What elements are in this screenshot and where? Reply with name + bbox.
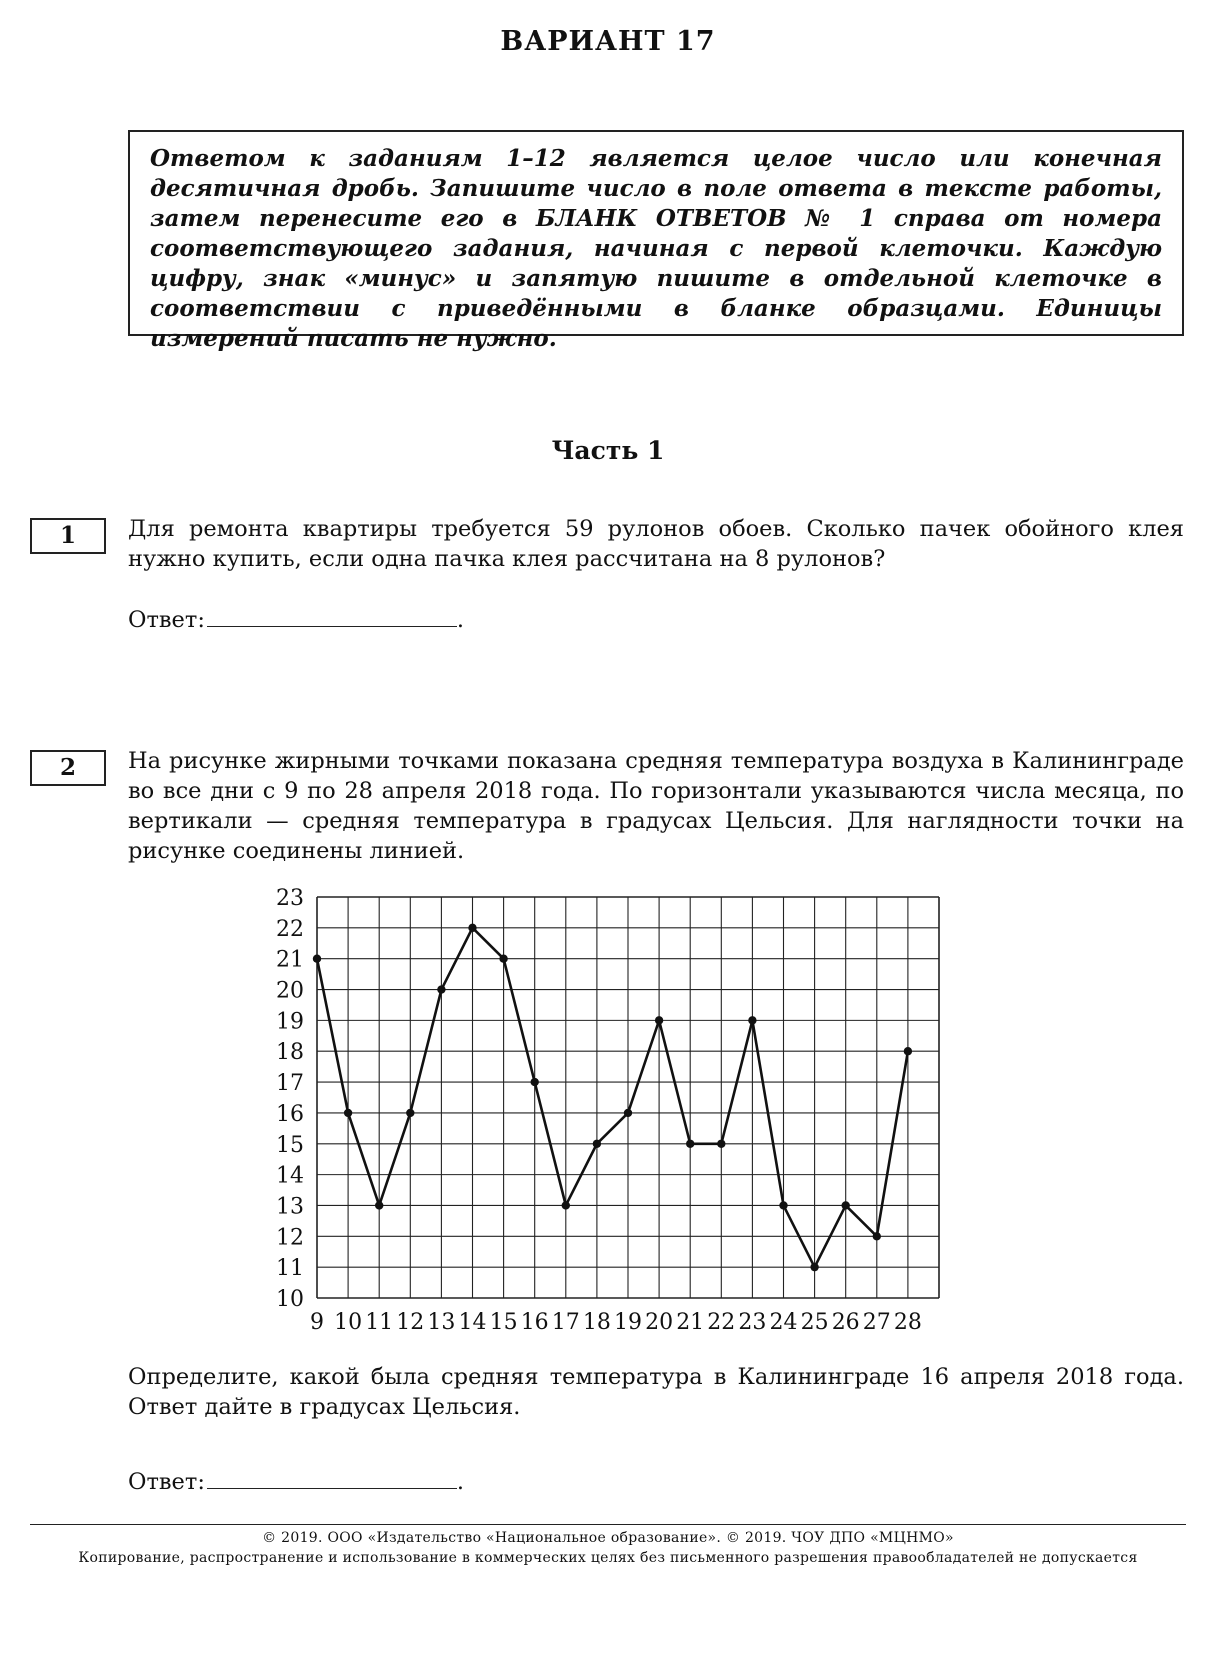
part-title: Часть 1: [551, 436, 665, 465]
temperature-series: [313, 924, 912, 1272]
y-tick-label: 15: [276, 1132, 304, 1158]
data-point: [779, 1201, 787, 1209]
instructions-box: Ответом к заданиям 1–12 является целое число или конечная десятичная дробь. Запишите число в поле ответа в тексте работы, затем перенесите его в БЛАНК ОТВЕТОВ № 1 справа от номера соответствующего задания, начиная с первой клеточки. Каждую цифру, знак «минус» и запятую пишите в отдельной клеточке в соответствии с приведёнными в бланке образцами. Единицы измерений писать не нужно.: [128, 130, 1184, 336]
y-tick-label: 23: [276, 886, 304, 911]
task-2-question: Определите, какой была средняя температура в Калининграде 16 апреля 2018 года. Ответ дайте в градусах Цельсия.: [128, 1364, 1184, 1420]
x-tick-label: 22: [707, 1310, 736, 1335]
y-tick-label: 14: [276, 1163, 304, 1189]
data-point: [375, 1201, 383, 1209]
x-tick-label: 13: [427, 1310, 456, 1335]
footer-divider: [30, 1524, 1186, 1525]
task-2-answer-end: .: [456, 1469, 465, 1495]
y-tick-label: 22: [276, 916, 304, 942]
task-1-text: Для ремонта квартиры требуется 59 рулонов обоев. Сколько пачек обойного клея нужно купить, если одна пачка клея рассчитана на 8 рулонов?: [128, 516, 1184, 572]
temperature-line: [317, 928, 908, 1267]
data-point: [531, 1078, 539, 1086]
y-tick-label: 21: [276, 947, 304, 973]
task-2-answer-field[interactable]: [207, 1466, 457, 1489]
task-2-number: 2: [30, 750, 106, 786]
y-tick-label: 11: [276, 1256, 304, 1282]
task-2-answer-label: Ответ:: [128, 1469, 205, 1495]
x-axis-ticks: [310, 1310, 922, 1335]
y-tick-label: 12: [276, 1225, 304, 1251]
data-point: [437, 985, 445, 993]
data-point: [344, 1109, 352, 1117]
task-1-answer-end: .: [456, 607, 465, 633]
y-axis-ticks: [276, 886, 304, 1312]
x-tick-label: 17: [551, 1310, 580, 1335]
x-tick-label: 18: [582, 1310, 611, 1335]
y-tick-label: 10: [276, 1287, 304, 1312]
x-tick-label: 23: [738, 1310, 767, 1335]
data-point: [717, 1140, 725, 1148]
task-2-answer: [128, 1466, 464, 1495]
x-tick-label: 27: [862, 1310, 891, 1335]
data-point: [624, 1109, 632, 1117]
x-tick-label: 16: [520, 1310, 549, 1335]
x-tick-label: 12: [396, 1310, 425, 1335]
x-tick-label: 24: [769, 1310, 798, 1335]
data-point: [655, 1016, 663, 1024]
x-tick-label: 9: [310, 1310, 324, 1335]
x-tick-label: 20: [645, 1310, 674, 1335]
y-tick-label: 16: [276, 1101, 304, 1127]
x-tick-label: 26: [831, 1310, 860, 1335]
data-point: [810, 1263, 818, 1271]
y-tick-label: 18: [276, 1040, 304, 1066]
y-tick-label: 17: [276, 1071, 304, 1097]
data-point: [873, 1232, 881, 1240]
data-point: [686, 1140, 694, 1148]
data-point: [842, 1201, 850, 1209]
y-tick-label: 13: [276, 1194, 304, 1220]
x-tick-label: 25: [800, 1310, 829, 1335]
data-point: [593, 1140, 601, 1148]
x-tick-label: 14: [458, 1310, 487, 1335]
y-tick-label: 19: [276, 1009, 304, 1035]
data-point: [904, 1047, 912, 1055]
x-tick-label: 28: [893, 1310, 922, 1335]
footer-copyright: © 2019. ООО «Издательство «Национальное образование». © 2019. ЧОУ ДПО «МЦНМО»: [262, 1530, 954, 1546]
x-tick-label: 10: [334, 1310, 363, 1335]
chart-grid: [317, 897, 939, 1298]
x-tick-label: 21: [676, 1310, 705, 1335]
x-tick-label: 15: [489, 1310, 518, 1335]
data-point: [562, 1201, 570, 1209]
data-point: [468, 924, 476, 932]
task-2-text: На рисунке жирными точками показана средняя температура воздуха в Калининграде во все дни с 9 по 28 апреля 2018 года. По горизонтали указываются числа месяца, по вертикали — средняя температура в градусах Цельсия. Для наглядности точки на рисунке соединены линией.: [128, 748, 1184, 864]
data-point: [748, 1016, 756, 1024]
task-1-number: 1: [30, 518, 106, 554]
data-point: [406, 1109, 414, 1117]
footer-notice: Копирование, распространение и использование в коммерческих целях без письменного разрешения правообладателей не допускается: [78, 1550, 1138, 1566]
x-tick-label: 19: [614, 1310, 642, 1335]
data-point: [313, 954, 321, 962]
page-title: ВАРИАНТ 17: [500, 26, 716, 57]
y-tick-label: 20: [276, 978, 304, 1004]
x-tick-label: 11: [365, 1310, 394, 1335]
data-point: [499, 954, 507, 962]
task-1-answer-label: Ответ:: [128, 607, 205, 633]
